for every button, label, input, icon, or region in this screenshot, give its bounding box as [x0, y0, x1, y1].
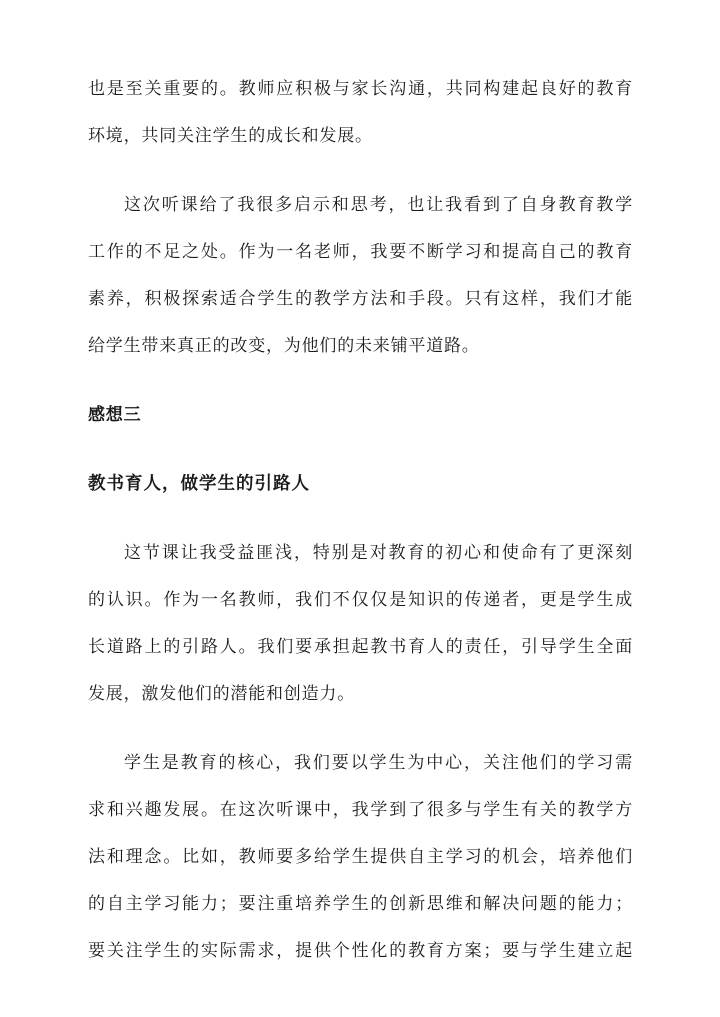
- section-subtitle: 教书育人，做学生的引路人: [88, 474, 310, 494]
- section-title: 感想三: [88, 405, 142, 425]
- paragraph-4-line-5: 要关注学生的实际需求，提供个性化的教育方案；要与学生建立起: [88, 941, 633, 961]
- paragraph-3-line-4: 发展，激发他们的潜能和创造力。: [88, 684, 355, 704]
- paragraph-3-line-1: 这节课让我受益匪浅，特别是对教育的初心和使命有了更深刻: [124, 543, 633, 563]
- paragraph-4-line-4: 的自主学习能力；要注重培养学生的创新思维和解决问题的能力；: [88, 894, 633, 914]
- paragraph-2-line-1: 这次听课给了我很多启示和思考，也让我看到了自身教育教学: [124, 195, 633, 215]
- paragraph-2-line-2: 工作的不足之处。作为一名老师，我要不断学习和提高自己的教育: [88, 242, 633, 262]
- paragraph-2-line-4: 给学生带来真正的改变，为他们的未来铺平道路。: [88, 336, 480, 356]
- paragraph-1-line-1: 也是至关重要的。教师应积极与家长沟通，共同构建起良好的教育: [88, 79, 633, 99]
- paragraph-4-line-1: 学生是教育的核心，我们要以学生为中心，关注他们的学习需: [124, 753, 633, 773]
- document-page: [88, 78, 633, 987]
- paragraph-3-line-3: 长道路上的引路人。我们要承担起教书育人的责任，引导学生全面: [88, 637, 633, 657]
- paragraph-2-line-3: 素养，积极探索适合学生的教学方法和手段。只有这样，我们才能: [88, 289, 633, 309]
- paragraph-3-line-2: 的认识。作为一名教师，我们不仅仅是知识的传递者，更是学生成: [88, 590, 633, 610]
- paragraph-1-line-2: 环境，共同关注学生的成长和发展。: [88, 126, 373, 146]
- paragraph-4-line-3: 法和理念。比如，教师要多给学生提供自主学习的机会，培养他们: [88, 847, 633, 867]
- paragraph-4-line-2: 求和兴趣发展。在这次听课中，我学到了很多与学生有关的教学方: [88, 800, 633, 820]
